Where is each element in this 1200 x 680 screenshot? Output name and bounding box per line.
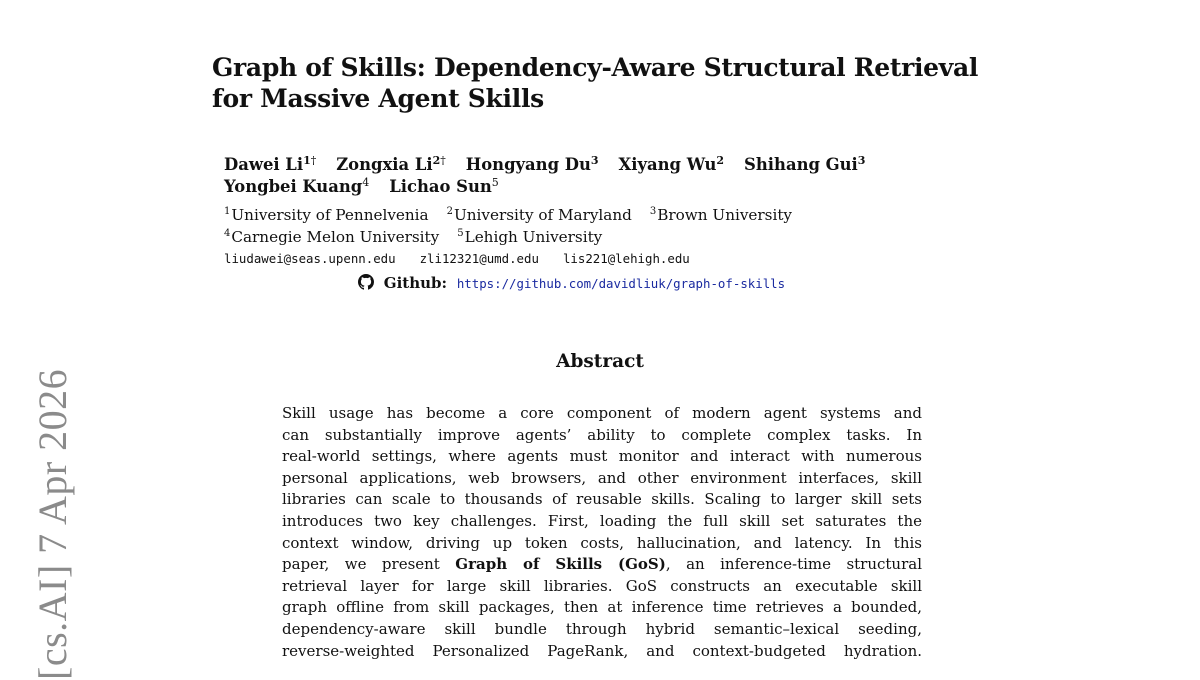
affiliation [447,204,632,226]
affiliation [650,204,792,226]
abstract-line [282,554,922,576]
affiliation [457,226,602,248]
author-row-1 [224,154,984,176]
affiliation-name: University of Maryland [453,206,632,224]
author-name-text: Hongyang Du [465,155,591,174]
github-label: Github: [383,274,448,292]
author-note-mark: † [440,154,446,167]
author-affiliation-mark: 2 [716,154,725,167]
author-name [744,154,865,176]
abstract-line: reverse-weighted Personalized PageRank, and context-budgeted hydration. [282,641,922,660]
affiliation-row-2 [224,226,984,248]
abstract-line: real-world settings, where agents must monitor and interact with numerous [282,447,922,466]
author-name-text: Lichao Sun [389,177,492,196]
author-row-2 [224,176,984,198]
abstract-body [282,403,922,662]
abstract-heading: Abstract [556,351,644,372]
abstract-line: Skill usage has become a core component of modern agent systems and [282,404,922,422]
abstract-line: graph offline from skill packages, then at inference time retrieves a bounded, [282,598,922,617]
affiliation [224,226,439,248]
author-email: lis221@lehigh.edu [562,251,690,266]
author-name [336,154,446,176]
method-name-bold: Graph of Skills (GoS) [455,555,666,574]
author-name-text: Xiyang Wu [618,155,717,174]
affiliation-number: 4 [224,228,231,239]
abstract-line: libraries can scale to thousands of reusable skills. Scaling to larger skill sets [282,490,922,509]
author-affiliation-mark: 1 [303,154,311,167]
affiliation [224,204,429,226]
abstract-line: personal applications, web browsers, and other environment interfaces, skill [282,468,922,487]
affiliation-list [224,204,984,248]
github-icon[interactable] [358,274,374,295]
abstract-line: can substantially improve agents’ ability to complete complex tasks. In [282,425,922,444]
affiliation-name: Lehigh University [464,228,603,246]
abstract-line: retrieval layer for large skill libraries. GoS constructs an executable skill [282,576,922,595]
author-affiliation-mark: 3 [857,154,866,167]
github-link[interactable]: https://github.com/davidliuk/graph-of-skills [456,276,786,291]
affiliation-name: University of Pennelvenia [231,206,429,224]
affiliation-number: 2 [446,206,453,217]
author-name [224,176,369,198]
paper-title-line-2: for Massive Agent Skills [212,84,544,113]
author-note-mark: 4 [362,176,370,189]
affiliation-number: 1 [224,206,231,217]
author-name [466,154,599,176]
abstract-text: paper, we present [282,555,456,574]
paper-title [212,52,1032,114]
abstract-text: , an inference-time structural [665,555,923,574]
paper-title-line-1: Graph of Skills: Dependency-Aware Structural Retrieval [212,53,979,82]
author-name [224,154,316,176]
abstract-line: dependency-aware skill bundle through hybrid semantic–lexical seeding, [282,619,922,638]
author-note-mark: 5 [491,176,499,189]
abstract-line: context window, driving up token costs, hallucination, and latency. In this [282,533,922,552]
affiliation-name: Carnegie Melon University [231,228,440,246]
author-affiliation-mark: 2 [432,154,441,167]
abstract-line: introduces two key challenges. First, loading the full skill set saturates the [282,511,922,530]
github-line [358,273,785,295]
abstract-section [282,403,923,660]
author-name [389,176,499,198]
author-note-mark: † [310,154,317,167]
author-list [224,154,984,198]
author-name-text: Shihang Gui [744,155,858,174]
author-name-text: Zongxia Li [336,155,433,174]
author-affiliation-mark: 3 [590,154,599,167]
affiliation-name: Brown University [657,206,793,224]
email-list [224,250,714,268]
author-email: liudawei@seas.upenn.edu [224,251,396,266]
affiliation-row-1 [224,204,984,226]
author-name-text: Yongbei Kuang [224,177,363,196]
author-email: zli12321@umd.edu [419,251,539,266]
author-name [619,154,725,176]
arxiv-stamp-text: [cs.AI] 7 Apr 2026 [30,368,75,680]
affiliation-number: 3 [649,206,657,217]
author-name-text: Dawei Li [224,155,304,174]
affiliation-number: 5 [457,228,464,239]
